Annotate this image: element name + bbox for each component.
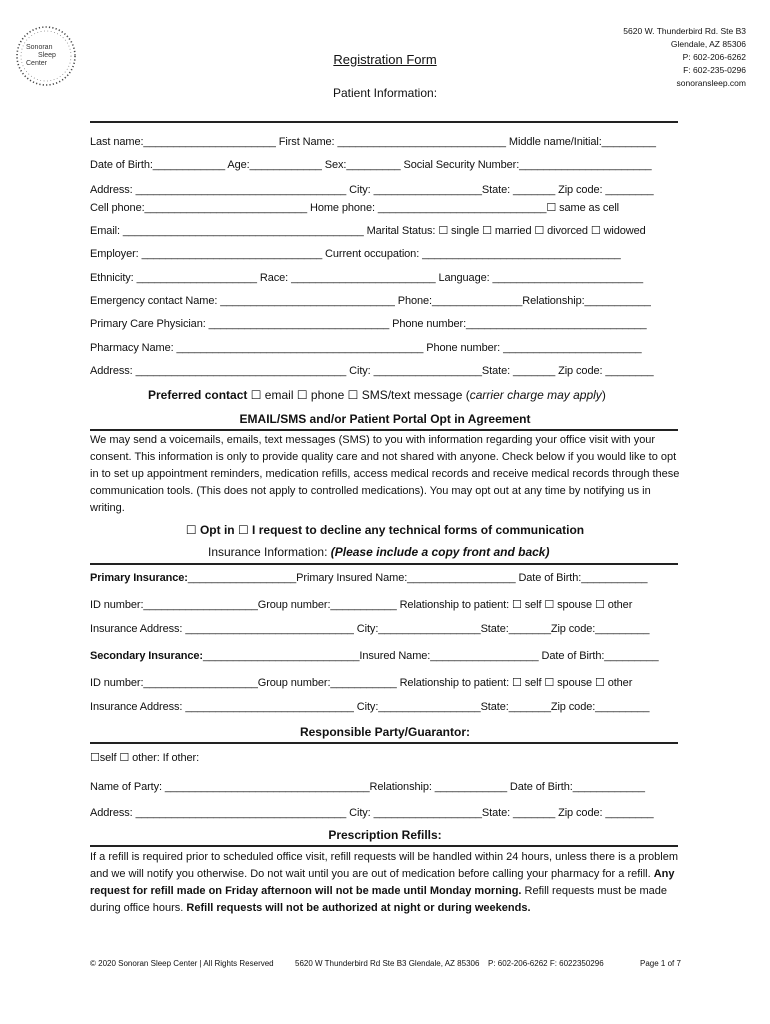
insurance-divider [90, 563, 678, 565]
guarantor-address-line[interactable]: Address: ___________________________________ City: __________________State: _______ Zip code: ________ [90, 807, 654, 819]
refills-divider [90, 845, 678, 847]
field-phone-line[interactable]: Cell phone:___________________________ Home phone: ____________________________☐ same as cell [90, 202, 620, 214]
guarantor-heading: Responsible Party/Guarantor: [299, 725, 471, 739]
preferred-contact-line[interactable] [148, 388, 606, 402]
refills-bold-1: Any request for refill made on Friday afternoon will not be made until Monday morning. [90, 868, 675, 897]
guarantor-divider [90, 742, 678, 744]
secondary-id-line[interactable]: ID number:___________________Group number:___________ Relationship to patient: ☐ self ☐ spouse ☐ other [90, 677, 633, 689]
page-subtitle: Patient Information: [332, 86, 438, 100]
secondary-insurance-fields[interactable]: __________________________Insured Name:__________________ Date of Birth:_________ [202, 650, 659, 662]
logo-text-sonoran: Sonoran [26, 44, 53, 51]
footer-address: 5620 W Thunderbird Rd Ste B3 Glendale, AZ 85306 [295, 959, 480, 968]
optin-heading: EMAIL/SMS and/or Patient Portal Opt in Agreement [239, 412, 531, 426]
footer-phones: P: 602-206-6262 F: 6022350296 [488, 959, 604, 968]
field-emergency-line[interactable]: Emergency contact Name: _____________________________ Phone:_______________Relationship:___________ [90, 295, 651, 307]
refills-text-2: Refill requests must be made during office hours. [90, 885, 667, 914]
field-name-line[interactable]: Last name:______________________ First Name: ____________________________ Middle name/Initial:_________ [90, 136, 656, 148]
page-title: Registration Form [333, 52, 437, 67]
insurance-heading-label: Insurance Information: [208, 545, 328, 559]
field-address-line[interactable]: Address: ___________________________________ City: __________________State: _______ Zip code: ________ [90, 184, 654, 196]
footer-copyright: © 2020 Sonoran Sleep Center | All Rights Reserved [90, 959, 274, 968]
address-street: 5620 W. Thunderbird Rd. Ste B3 [623, 26, 746, 36]
primary-id-line[interactable]: ID number:___________________Group number:___________ Relationship to patient: ☐ self ☐ spouse ☐ other [90, 599, 633, 611]
preferred-contact-note: carrier charge may apply [469, 388, 602, 402]
address-city: Glendale, AZ 85306 [670, 39, 746, 49]
address-website: sonoransleep.com [676, 78, 746, 88]
optin-choice[interactable]: ☐ Opt in ☐ I request to decline any technical forms of communication [185, 523, 585, 537]
header-divider [90, 121, 678, 123]
field-employer-line[interactable]: Employer: ______________________________ Current occupation: _________________________________ [90, 248, 621, 260]
primary-insurance-label: Primary Insurance: [90, 572, 188, 584]
refills-bold-2: Refill requests will not be authorized at night or during weekends. [186, 902, 531, 914]
primary-address-line[interactable]: Insurance Address: ____________________________ City:_________________State:_______Zip code:_________ [90, 623, 650, 635]
logo-text-center: Center [26, 60, 48, 67]
secondary-insurance-line[interactable] [90, 650, 658, 662]
optin-body: We may send a voicemails, emails, text messages (SMS) to you with information regarding your office visit with your consent. This information is only to provide quality care and not shared with anyone. Check below if you would like to opt in to set up appointment reminders, medication refills, access medical records and receive medical records through these communication tools. (This does not apply to controlled medications). You may opt out at any time by notifying us in writing. [90, 434, 680, 514]
refills-body [90, 849, 680, 917]
field-dob-line[interactable]: Date of Birth:____________ Age:____________ Sex:_________ Social Security Number:______________________ [90, 159, 652, 171]
primary-insurance-line[interactable] [90, 572, 647, 584]
guarantor-name-line[interactable]: Name of Party: __________________________________Relationship: ____________ Date of Birth:____________ [90, 781, 645, 793]
primary-insurance-fields[interactable]: __________________Primary Insured Name:__________________ Date of Birth:___________ [187, 572, 648, 584]
insurance-heading-note: (Please include a copy front and back) [330, 545, 550, 559]
preferred-contact-close: ) [601, 388, 606, 402]
field-ethnicity-line[interactable]: Ethnicity: ____________________ Race: ________________________ Language: _________________________ [90, 272, 643, 284]
field-email-line[interactable]: Email: ________________________________________ Marital Status: ☐ single ☐ married ☐ divorced ☐ widowed [90, 225, 646, 237]
preferred-contact-label: Preferred contact [148, 388, 248, 402]
address-phone: P: 602-206-6262 [682, 52, 746, 62]
optin-divider [90, 429, 678, 431]
refills-heading: Prescription Refills: [328, 828, 442, 842]
secondary-insurance-label: Secondary Insurance: [90, 650, 203, 662]
footer-page-number: Page 1 of 7 [640, 959, 681, 968]
field-physician-line[interactable]: Primary Care Physician: ______________________________ Phone number:______________________________ [90, 318, 647, 330]
address-fax: F: 602-235-0296 [683, 65, 746, 75]
refills-text-1: If a refill is required prior to scheduled office visit, refill requests will be handled within 24 hours, unless there is a problem and we will notify you otherwise. Do not wait until you are out of medication before calling your pharmacy for a refill. [90, 851, 678, 880]
insurance-heading [208, 545, 549, 559]
field-pharmacy-address-line[interactable]: Address: ___________________________________ City: __________________State: _______ Zip code: ________ [90, 365, 654, 377]
secondary-address-line[interactable]: Insurance Address: ____________________________ City:_________________State:_______Zip code:_________ [90, 701, 650, 713]
field-pharmacy-line[interactable]: Pharmacy Name: _________________________________________ Phone number: _______________________ [90, 342, 642, 354]
preferred-contact-options[interactable]: ☐ email ☐ phone ☐ SMS/text message ( [250, 388, 470, 402]
logo-text-sleep: Sleep [38, 52, 56, 59]
guarantor-self-line[interactable]: ☐self ☐ other: If other: [90, 752, 200, 764]
